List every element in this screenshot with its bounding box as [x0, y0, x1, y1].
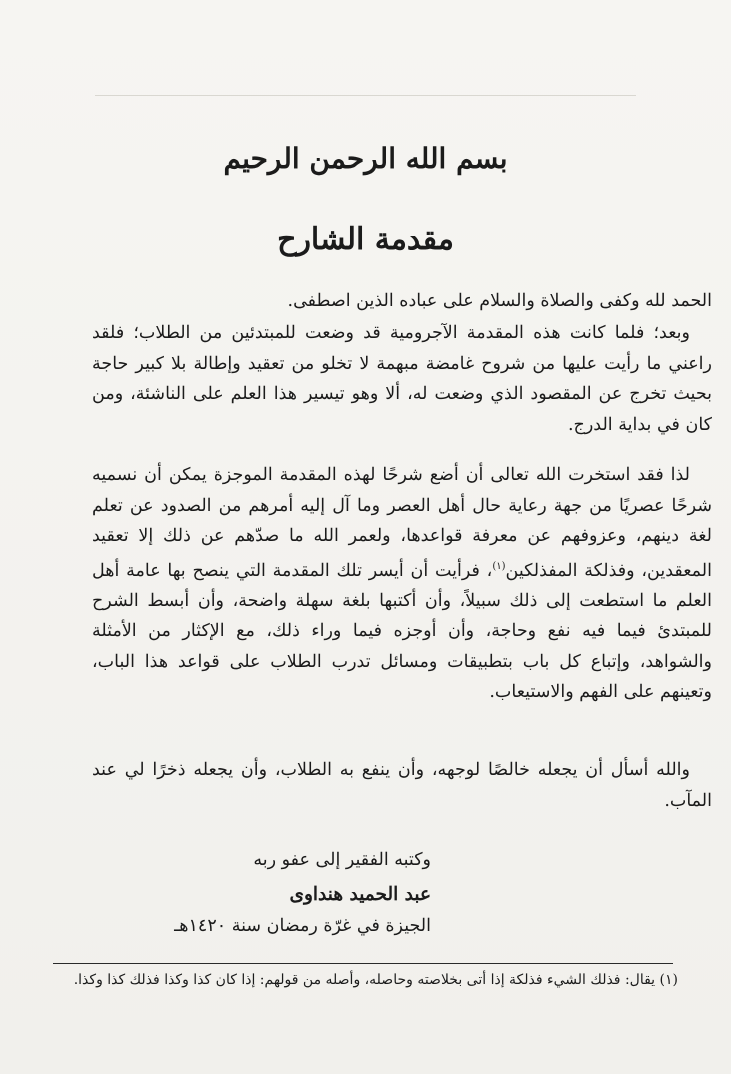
- footnote-divider: [53, 963, 673, 964]
- signature-date: الجيزة في غرّة رمضان سنة ١٤٢٠هـ: [174, 916, 431, 936]
- paragraph-text: وبعد؛ فلما كانت هذه المقدمة الآجرومية قد وضعت للمبتدئين من الطلاب؛ فلقد راعني ما رأيت عليها من شروح غامضة مبهمة لا تخلو من تعقيد وإطالة بلا كبير حاجة بحيث تخرج عن المقصود الذي وضعت له، ألا وهو تيسير هذا العلم على الناشئة، ومن كان في بداية الدرج.: [92, 323, 712, 435]
- author-name: عبد الحميد هنداوى: [289, 884, 431, 905]
- paragraph-opening: [92, 286, 712, 317]
- footnote-marker: (١): [492, 560, 506, 572]
- footnote-text: (١) يقال: فذلك الشيء فذلكة إذا أتى بخلاصته وحاصله، وأصله من قولهم: إذا كان كذا وكذا فذلك كذا وكذا.: [73, 972, 678, 988]
- paragraph-prayer: [92, 755, 712, 816]
- paragraph-text-part-b: ، فرأيت أن أيسر تلك المقدمة التي ينصح بها عامة أهل العلم ما استطعت إلى ذلك سبيلاً، وأن أكتبها بلغة سهلة واضحة، وأن أبسط الشرح للمبتدئ فيما فيه نفع وحاجة، وأن أوجزه فيما وراء ذلك، مع الإكثار من الأمثلة والشواهد، وإتباع كل باب بتطبيقات ومسائل تدرب الطلاب على قواعد هذا الباب، وتعينهم على الفهم والاستيعاب.: [92, 560, 712, 703]
- paragraph-text: [92, 460, 712, 708]
- page-title: مقدمة الشارح: [277, 222, 454, 257]
- paragraph-text-part-a: لذا فقد استخرت الله تعالى أن أضع شرحًا لهذه المقدمة الموجزة يمكن أن نسميه شرحًا عصريًا من جهة رعاية حال أهل العصر وما آل إليه أمرهم من الصدود عن تعلم لغة دينهم، وعزوفهم عن معرفة قواعدها، ولعمر الله ما صدّهم عن ذلك إلا تعقيد المعقدين، وفذلكة المفذلكين: [92, 465, 712, 581]
- paragraph-purpose: [92, 460, 712, 708]
- header-rule: [95, 95, 636, 96]
- paragraph-text: والله أسأل أن يجعله خالصًا لوجهه، وأن ينفع به الطلاب، وأن يجعله ذخرًا لي عند المآب.: [92, 760, 712, 811]
- signature-line: وكتبه الفقير إلى عفو ربه: [253, 850, 431, 870]
- footnote: [58, 968, 678, 993]
- basmala-heading: بسم الله الرحمن الرحيم: [223, 142, 508, 175]
- paragraph-intro: [92, 318, 712, 440]
- paragraph-text: الحمد لله وكفى والصلاة والسلام على عباده الذين اصطفى.: [287, 291, 712, 311]
